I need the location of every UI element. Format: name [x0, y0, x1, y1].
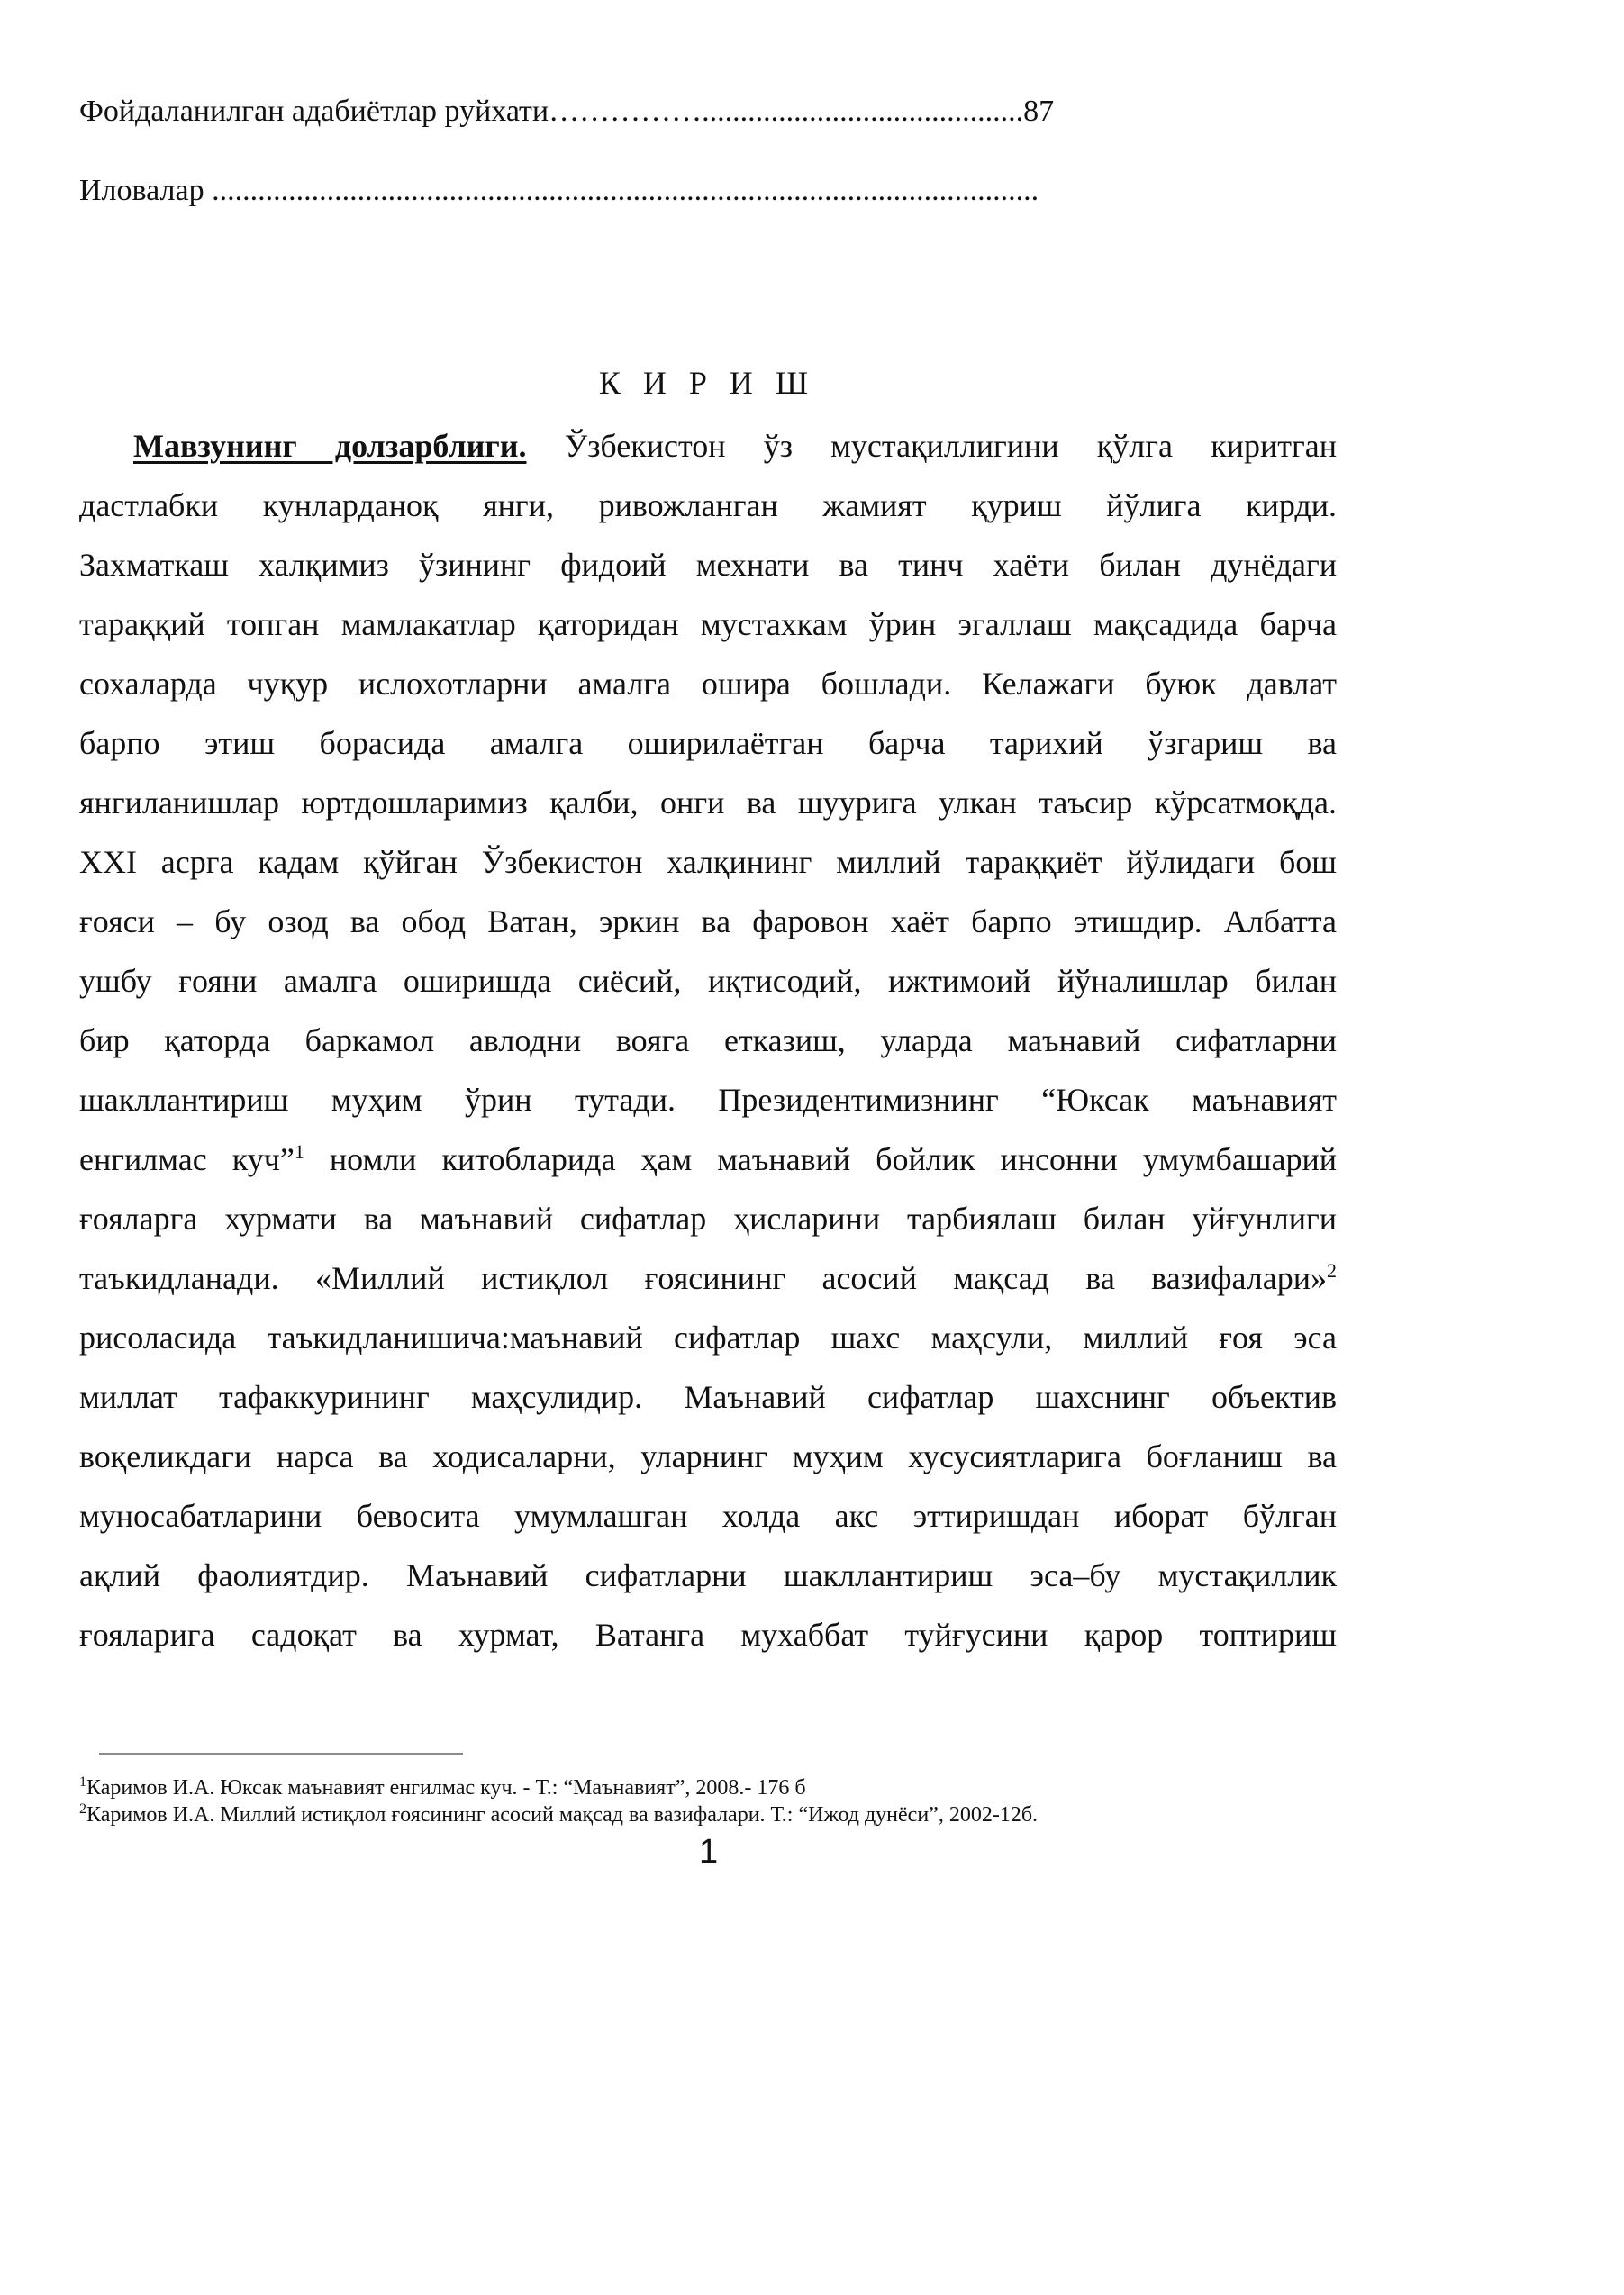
footnote-ref-1[interactable]: 1	[294, 1140, 304, 1163]
footnote-ref-2[interactable]: 2	[1327, 1259, 1337, 1282]
paragraph-line: барпо этиш борасида амалга оширилаётган барча тарихий ўзгариш ва	[79, 725, 1337, 761]
footnote-separator	[99, 1753, 463, 1755]
paragraph-line: шакллантириш муҳим ўрин тутади. Президентимизнинг “Юксак маънавият	[79, 1082, 1337, 1118]
paragraph-line-text: номли китобларида ҳам маънавий бойлик инсонни умумбашарий	[304, 1141, 1337, 1177]
paragraph-line: XXI асрга кадам қўйган Ўзбекистон халқининг миллий тараққиёт йўлидаги бош	[79, 844, 1337, 880]
paragraph-line: ушбу ғояни амалга оширишда сиёсий, иқтисодий, ижтимоий йўналишлар билан	[79, 963, 1337, 999]
paragraph-line: дастлабки кунларданоқ янги, ривожланган жамият қуриш йўлига кирди.	[79, 487, 1337, 523]
paragraph-line: Захматкаш халқимиз ўзининг фидоий мехнати ва тинч хаёти билан дунёдаги	[79, 547, 1337, 583]
body-paragraph	[79, 416, 1337, 1665]
paragraph-line: сохаларда чуқур ислохотларни амалга ошира бошлади. Келажаги буюк давлат	[79, 666, 1337, 702]
paragraph-line-text: таъкидланади. «Миллий истиқлол ғоясининг асосий мақсад ва вазифалари»	[79, 1260, 1327, 1296]
paragraph-line-text: Ўзбекистон ўз мустақиллигини қўлга киритган	[526, 428, 1337, 464]
section-heading: К И Р И Ш	[598, 365, 816, 401]
footnote-1	[79, 1774, 806, 1801]
footnote-2	[79, 1801, 1038, 1828]
paragraph-line: муносабатларини бевосита умумлашган холда акс эттиришдан иборат бўлган	[79, 1498, 1337, 1534]
paragraph-line: ғояси – бу озод ва обод Ватан, эркин ва фаровон хаёт барпо этишдир. Албатта	[79, 903, 1337, 939]
footnote-mark: 1	[79, 1774, 86, 1790]
paragraph-line	[79, 1129, 1337, 1189]
paragraph-line: воқеликдаги нарса ва ходисаларни, уларнинг муҳим хусусиятларига боғланиш ва	[79, 1438, 1337, 1474]
footnote-text: Каримов И.А. Юксак маънавият енгилмас куч. - Т.: “Маънавият”, 2008.- 176 б	[86, 1776, 806, 1800]
footnote-text: Каримов И.А. Миллий истиқлол ғоясининг асосий мақсад ва вазифалари. Т.: “Ижод дунёси”, 2002-12б.	[86, 1803, 1039, 1827]
paragraph-line: ғояларига садоқат ва хурмат, Ватанга мухаббат туйғусини қарор топтириш	[79, 1617, 1337, 1653]
toc-entry-appendices: Иловалар ............................................................................................................	[79, 174, 1039, 207]
toc-entry-references: Фойдаланилган адабиётлар руйхати……………..........................................87	[79, 95, 1055, 128]
page-number: 1	[699, 1833, 719, 1871]
paragraph-line: бир қаторда баркамол авлодни вояга етказиш, уларда маънавий сифатларни	[79, 1022, 1337, 1058]
paragraph-line: тараққий топган мамлакатлар қаторидан мустахкам ўрин эгаллаш мақсадида барча	[79, 606, 1337, 642]
paragraph-line: ақлий фаолиятдир. Маънавий сифатларни шакллантириш эса–бу мустақиллик	[79, 1557, 1337, 1593]
footnote-mark: 2	[79, 1801, 86, 1817]
paragraph-line: рисоласида таъкидланишича:маънавий сифатлар шахс маҳсули, миллий ғоя эса	[79, 1320, 1337, 1356]
paragraph-line: янгиланишлар юртдошларимиз қалби, онги ва шуурига улкан таъсир кўрсатмоқда.	[79, 785, 1337, 821]
paragraph-line: ғояларга хурмати ва маънавий сифатлар ҳисларини тарбиялаш билан уйғунлиги	[79, 1201, 1337, 1237]
paragraph-line	[79, 1248, 1337, 1308]
paragraph-line	[79, 416, 1337, 476]
paragraph-line-text: енгилмас куч”	[79, 1141, 295, 1177]
topic-relevance-term: Мавзунинг долзарблиги.	[133, 428, 527, 464]
paragraph-line: миллат тафаккурининг маҳсулидир. Маънавий сифатлар шахснинг объектив	[79, 1379, 1337, 1415]
